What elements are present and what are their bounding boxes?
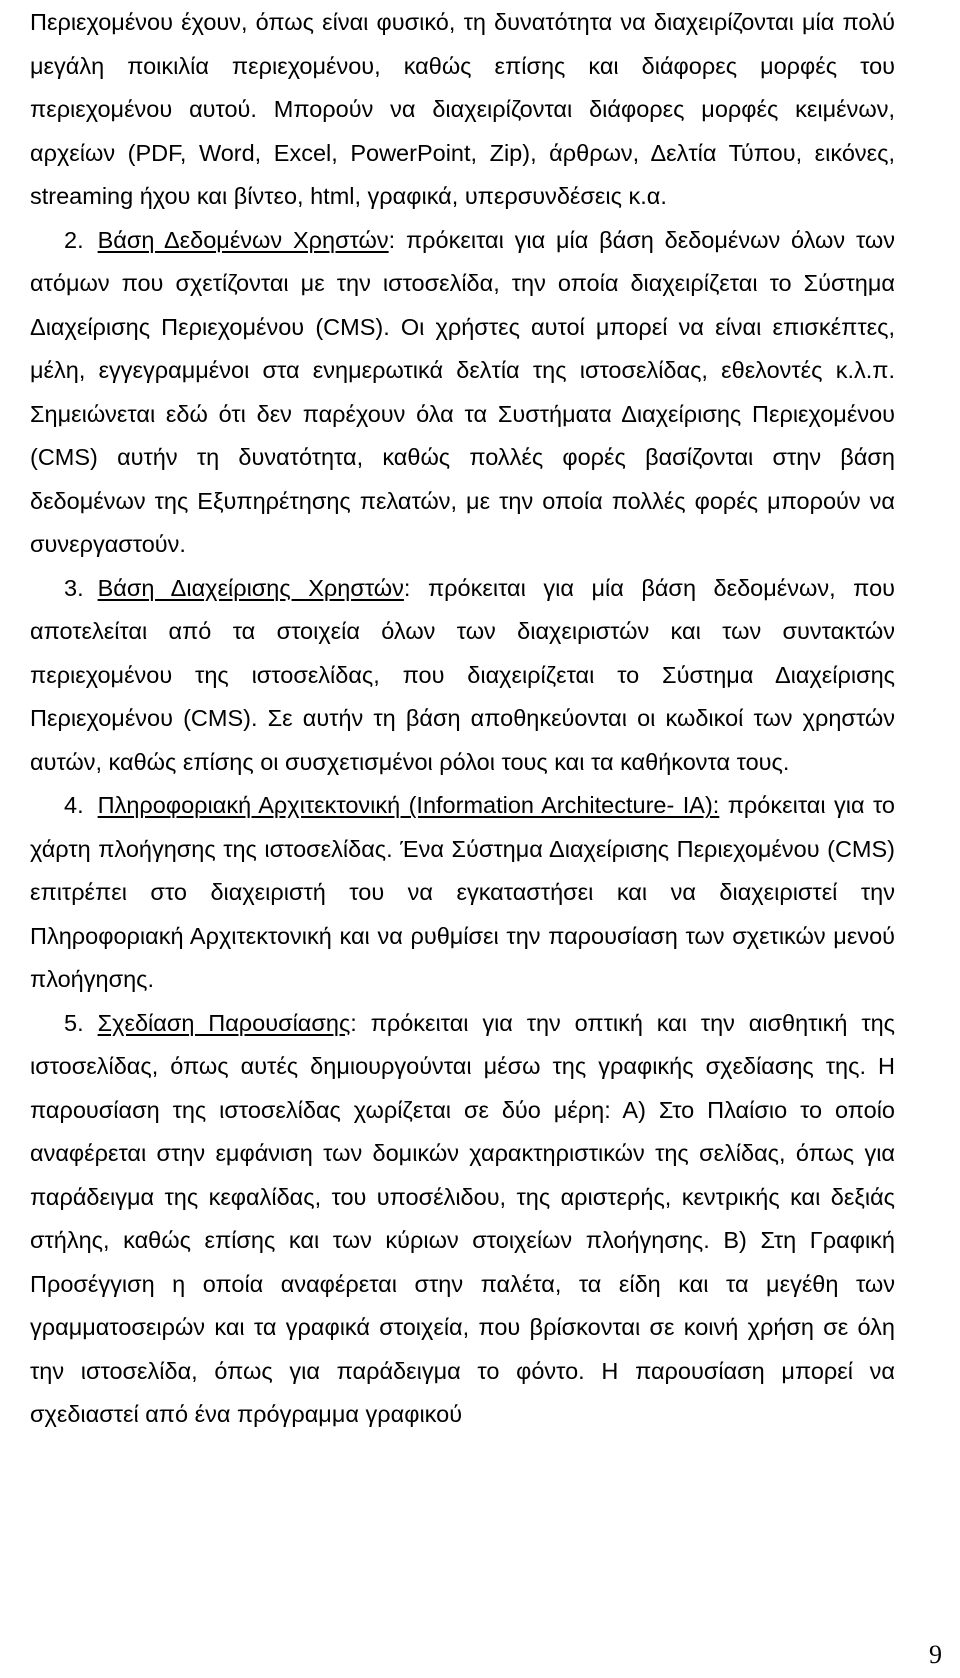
item-number: 4. <box>64 792 84 818</box>
document-page <box>30 0 895 1437</box>
item-number: 3. <box>64 574 84 601</box>
item-number: 5. <box>64 1009 84 1036</box>
item-term: Βάση Δεδομένων Χρηστών <box>97 226 389 253</box>
list-item-3 <box>30 567 895 785</box>
item-text: : πρόκειται για μία βάση δεδομένων, που αποτελείται από τα στοιχεία όλων των διαχειριστών και των συντακτών περιεχομένου της ιστοσελίδας, που διαχειρίζεται το Σύστημα Διαχείρισης Περιεχομένου (CMS). Σε αυτήν τη βάση αποθηκεύονται οι κωδικοί των χρηστών αυτών, καθώς επίσης οι συσχετισμένοι ρόλοι τους και τα καθήκοντα τους. <box>30 574 895 775</box>
item-text: : πρόκειται για την οπτική και την αισθητική της ιστοσελίδας, όπως αυτές δημιουργούνται μέσω της γραφικής σχεδίασης της. Η παρουσίαση της ιστοσελίδας χωρίζεται σε δύο μέρη: Α) Στο Πλαίσιο το οποίο αναφέρεται στην εμφάνιση των δομικών χαρακτηριστικών της σελίδας, όπως για παράδειγμα της κεφαλίδας, του υποσέλιδου, της αριστερής, κεντρικής και δεξιάς στήλης, καθώς επίσης και των κύριων στοιχείων πλοήγησης. Β) Στη Γραφική Προσέγγιση η οποία αναφέρεται στην παλέτα, τα είδη και τα μεγέθη των γραμματοσειρών και τα γραφικά στοιχεία, που βρίσκονται σε κοινή χρήση σε όλη την ιστοσελίδα, όπως για παράδειγμα το φόντο. Η παρουσίαση μπορεί να σχεδιαστεί από ένα πρόγραμμα γραφικού <box>30 1009 896 1427</box>
intro-paragraph: Περιεχομένου έχουν, όπως είναι φυσικό, τη δυνατότητα να διαχειρίζονται μία πολύ μεγάλη ποικιλία περιεχομένου, καθώς επίσης και διάφορες μορφές του περιεχομένου αυτού. Μπορούν να διαχειρίζονται διάφορες μορφές κειμένων, αρχείων (PDF, Word, Excel, PowerPoint, Zip), άρθρων, Δελτία Τύπου, εικόνες, streaming ήχου και βίντεο, html, γραφικά, υπερσυνδέσεις κ.α. <box>30 9 895 209</box>
item-term: Βάση Διαχείρισης Χρηστών <box>97 574 404 601</box>
item-number: 2. <box>64 226 84 253</box>
list-item-4 <box>30 784 895 1002</box>
item-term: Πληροφοριακή Αρχιτεκτονική (Information Architecture- IA): <box>97 792 720 818</box>
list-item-5 <box>30 1002 895 1437</box>
item-term: Σχεδίαση Παρουσίασης <box>97 1009 351 1036</box>
page-number: 9 <box>929 1640 942 1669</box>
list-item-2 <box>30 219 895 567</box>
item-text: πρόκειται για το χάρτη πλοήγησης της ιστοσελίδας. Ένα Σύστημα Διαχείρισης Περιεχομένου (CMS) επιτρέπει στο διαχειριστή του να εγκαταστήσει και να διαχειριστεί την Πληροφοριακή Αρχιτεκτονική και να ρυθμίσει την παρουσίαση των σχετικών μενού πλοήγησης. <box>30 792 895 992</box>
item-text: : πρόκειται για μία βάση δεδομένων όλων των ατόμων που σχετίζονται με την ιστοσελίδα, την οποία διαχειρίζεται το Σύστημα Διαχείρισης Περιεχομένου (CMS). Οι χρήστες αυτοί μπορεί να είναι επισκέπτες, μέλη, εγγεγραμμένοι στα ενημερωτικά δελτία της ιστοσελίδας, εθελοντές κ.λ.π. Σημειώνεται εδώ ότι δεν παρέχουν όλα τα Συστήματα Διαχείρισης Περιεχομένου (CMS) αυτήν τη δυνατότητα, καθώς πολλές φορές βασίζονται στην βάση δεδομένων της Εξυπηρέτησης πελατών, με την οποία πολλές φορές μπορούν να συνεργαστούν. <box>30 226 895 557</box>
